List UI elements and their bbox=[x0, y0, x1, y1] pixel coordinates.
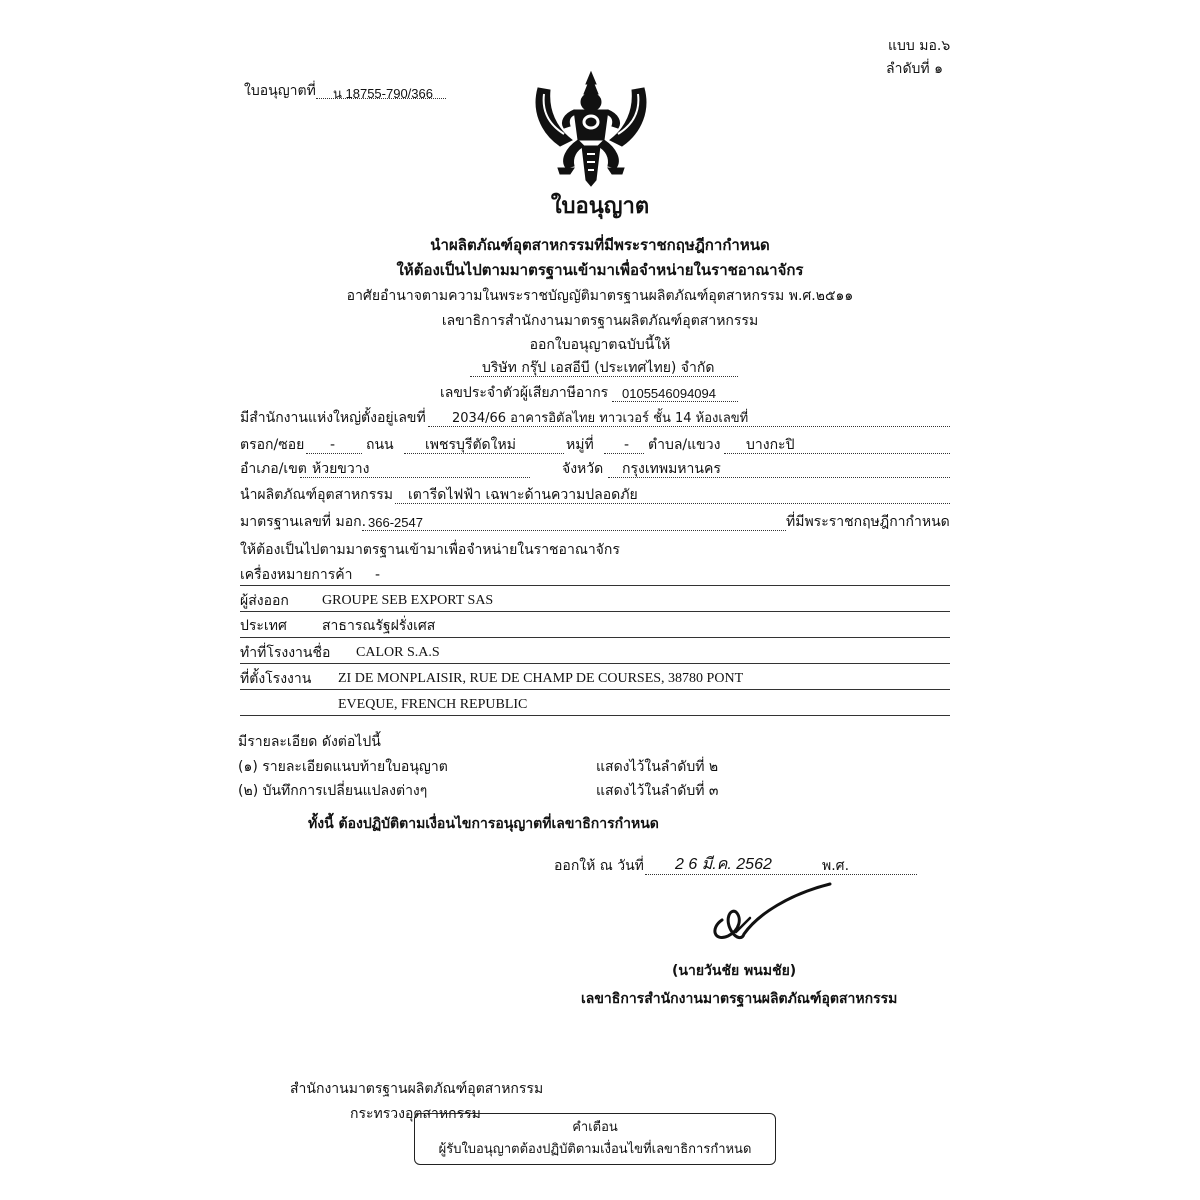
province-value: กรุงเทพมหานคร bbox=[622, 461, 721, 477]
hq-value: 2034/66 อาคารอิตัลไทย ทาวเวอร์ ชั้น 14 ห้องเลขที่ bbox=[452, 411, 749, 426]
road-value: เพชรบุรีตัดใหม่ bbox=[425, 437, 516, 453]
authority-line-2: เลขาธิการสำนักงานมาตรฐานผลิตภัณฑ์อุตสาหกรรม bbox=[441, 313, 759, 329]
trademark-label: เครื่องหมายการค้า bbox=[240, 567, 353, 583]
garuda-emblem bbox=[530, 70, 652, 188]
ministry-name: กระทรวงอุตสาหกรรม bbox=[350, 1106, 481, 1122]
tambon-label: ตำบล/แขวง bbox=[648, 437, 721, 453]
issued-era: พ.ศ. bbox=[822, 858, 850, 874]
signature bbox=[700, 880, 840, 952]
moo-label: หมู่ที่ bbox=[566, 437, 594, 453]
factory-name-value: CALOR S.A.S bbox=[356, 645, 440, 660]
details-heading: มีรายละเอียด ดังต่อไปนี้ bbox=[238, 734, 381, 750]
exporter-value: GROUPE SEB EXPORT SAS bbox=[322, 593, 494, 608]
factory-location-label: ที่ตั้งโรงงาน bbox=[240, 671, 312, 687]
signer-position: เลขาธิการสำนักงานมาตรฐานผลิตภัณฑ์อุตสาหกรรม bbox=[581, 991, 898, 1007]
condition-text: ทั้งนี้ ต้องปฏิบัติตามเงื่อนไขการอนุญาตที่เลขาธิการกำหนด bbox=[308, 816, 659, 832]
road-label: ถนน bbox=[366, 437, 394, 453]
issued-date: 2 6 มี.ค. 2562 bbox=[675, 856, 772, 873]
product-label: นำผลิตภัณฑ์อุตสาหกรรม bbox=[240, 487, 394, 503]
product-value: เตารีดไฟฟ้า เฉพาะด้านความปลอดภัย bbox=[408, 487, 638, 503]
authority-line-3: ออกใบอนุญาตฉบับนี้ให้ bbox=[529, 337, 671, 353]
trademark-value: - bbox=[375, 567, 381, 583]
factory-location-line-1: ZI DE MONPLAISIR, RUE DE CHAMP DE COURSES, 38780 PONT bbox=[338, 671, 744, 686]
province-label: จังหวัด bbox=[562, 461, 604, 477]
authority-line-1: อาศัยอำนาจตามความในพระราชบัญญัติมาตรฐานผลิตภัณฑ์อุตสาหกรรม พ.ศ.๒๕๑๑ bbox=[346, 288, 854, 304]
license-number-value: น 18755-790/366 bbox=[333, 86, 433, 101]
warning-box bbox=[414, 1113, 776, 1165]
signer-name: (นายวันชัย พนมชัย) bbox=[672, 963, 797, 979]
sequence-number: ลำดับที่ ๑ bbox=[886, 61, 943, 77]
country-value: สาธารณรัฐฝรั่งเศส bbox=[322, 618, 436, 634]
details-item-2: (๒) บันทึกการเปลี่ยนแปลงต่างๆ bbox=[238, 783, 428, 799]
details-item-1-ref: แสดงไว้ในลำดับที่ ๒ bbox=[596, 759, 719, 775]
tambon-value: บางกะปิ bbox=[746, 437, 795, 453]
issued-label: ออกให้ ณ วันที่ bbox=[554, 858, 644, 874]
factory-name-label: ทำที่โรงงานชื่อ bbox=[240, 645, 331, 661]
country-label: ประเทศ bbox=[240, 618, 287, 634]
details-item-2-ref: แสดงไว้ในลำดับที่ ๓ bbox=[596, 783, 719, 799]
details-item-1: (๑) รายละเอียดแนบท้ายใบอนุญาต bbox=[238, 759, 448, 775]
subtitle-line-1: นำผลิตภัณฑ์อุตสาหกรรมที่มีพระราชกฤษฎีกากำหนด bbox=[430, 236, 770, 254]
subtitle-line-2: ให้ต้องเป็นไปตามมาตรฐานเข้ามาเพื่อจำหน่ายในราชอาณาจักร bbox=[396, 261, 804, 279]
license-number-label: ใบอนุญาตที่ bbox=[244, 83, 316, 99]
exporter-label: ผู้ส่งออก bbox=[240, 593, 289, 609]
conform-text: ให้ต้องเป็นไปตามมาตรฐานเข้ามาเพื่อจำหน่ายในราชอาณาจักร bbox=[240, 542, 620, 558]
office-name: สำนักงานมาตรฐานผลิตภัณฑ์อุตสาหกรรม bbox=[290, 1081, 544, 1097]
amphoe-value: ห้วยขวาง bbox=[312, 461, 370, 477]
standard-value: 366-2547 bbox=[368, 515, 423, 530]
amphoe-label: อำเภอ/เขต bbox=[240, 461, 307, 477]
tax-id-value: 0105546094094 bbox=[622, 386, 716, 401]
soi-label: ตรอก/ซอย bbox=[240, 437, 305, 453]
licensee-company: บริษัท กรุ๊ป เอสอีบี (ประเทศไทย) จำกัด bbox=[482, 360, 715, 376]
moo-value: - bbox=[624, 437, 630, 453]
document-title: ใบอนุญาต bbox=[550, 194, 650, 219]
hq-label: มีสำนักงานแห่งใหญ่ตั้งอยู่เลขที่ bbox=[240, 410, 426, 426]
standard-label: มาตรฐานเลขที่ มอก. bbox=[240, 514, 367, 530]
tax-id-label: เลขประจำตัวผู้เสียภาษีอากร bbox=[440, 385, 609, 401]
warning-title: คำเตือน bbox=[572, 1120, 618, 1135]
standard-suffix: ที่มีพระราชกฤษฎีกากำหนด bbox=[786, 514, 950, 530]
factory-location-line-2: EVEQUE, FRENCH REPUBLIC bbox=[338, 697, 528, 712]
soi-value: - bbox=[330, 437, 336, 453]
warning-text: ผู้รับใบอนุญาตต้องปฏิบัติตามเงื่อนไขที่เลขาธิการกำหนด bbox=[438, 1142, 752, 1157]
form-code: แบบ มอ.๖ bbox=[888, 38, 951, 54]
